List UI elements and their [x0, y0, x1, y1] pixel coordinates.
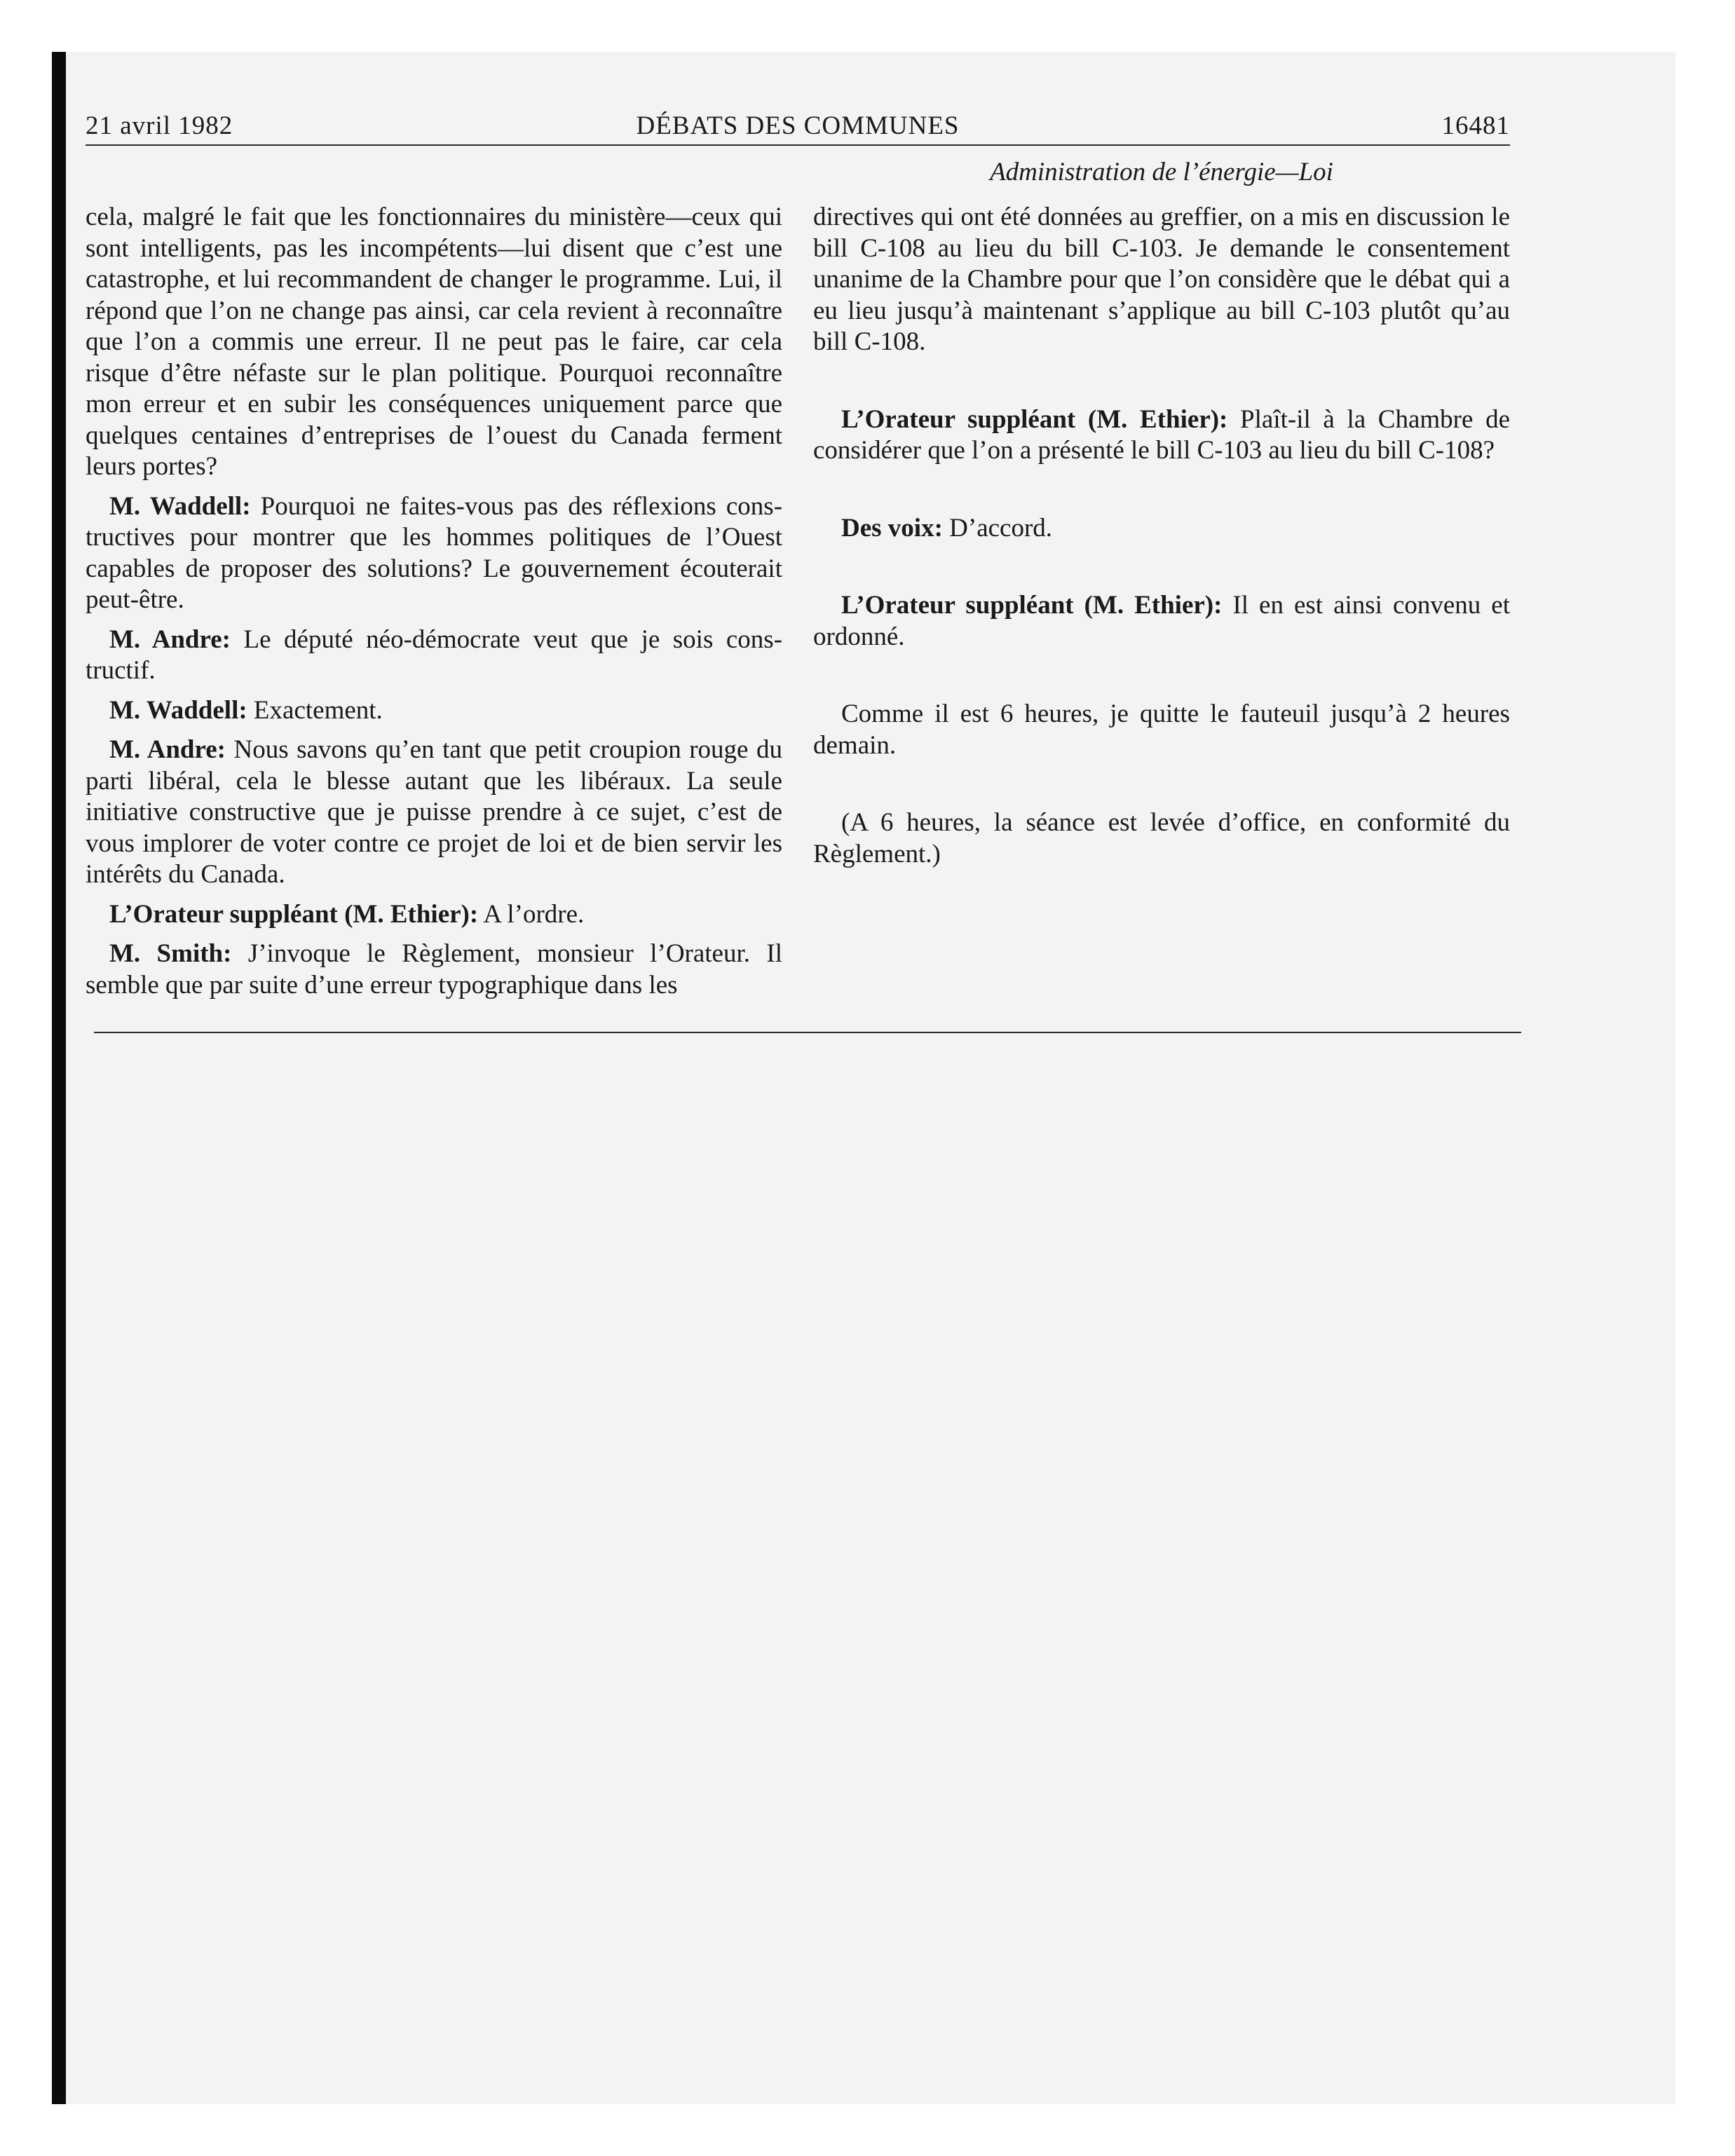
speech-paragraph [86, 695, 782, 727]
speaker-name: M. Waddell: [109, 695, 247, 725]
speech-paragraph [86, 491, 782, 616]
speaker-name: L’Orateur suppléant (M. Ethier): [841, 404, 1228, 434]
speaker-name: L’Orateur suppléant (M. Ethier): [109, 899, 479, 929]
speaker-name: M. Andre: [109, 625, 231, 654]
speech-paragraph [813, 404, 1510, 467]
right-column [813, 202, 1510, 870]
speech-text: Le député néo-démocrate veut que je sois constructif. [86, 625, 783, 685]
running-header [86, 109, 1510, 143]
paragraph: Comme il est 6 heures, je quitte le fauteuil jusqu’à 2 heures demain. [813, 700, 1510, 760]
speech-paragraph [813, 513, 1510, 545]
header-date: 21 avril 1982 [86, 111, 233, 140]
speech-text: Plaît-il à la Chambre de considérer que l’on a présenté le bill C-103 au lieu du bill C-108? [813, 404, 1510, 465]
speaker-name: M. Smith: [109, 939, 232, 968]
speech-text: A l’ordre. [478, 899, 585, 929]
speech-text: J’invoque le Règlement, monsieur l’Orateur. Il semble que par suite d’une erreur typographique dans les [86, 939, 782, 999]
speech-paragraph [86, 625, 782, 687]
speech-text: Exactement. [247, 695, 383, 725]
paragraph: directives qui ont été données au greffier, on a mis en discussion le bill C-108 au lieu du bill C-103. Je demande le consentement unanime de la Chambre pour que l’on considère que le débat qui a eu lieu jusqu’à maintenant s’applique au bill C-103 plutôt qu’au bill C-108. [813, 203, 1510, 356]
scan-edge [52, 52, 66, 2104]
bottom-rule [94, 1032, 1521, 1033]
speech-paragraph [86, 899, 782, 931]
paragraph: (A 6 heures, la séance est levée d’office, en conformité du Règlement.) [813, 808, 1510, 868]
speaker-name: Des voix: [841, 513, 943, 543]
speech-text: D’accord. [942, 513, 1053, 543]
speech-text: Pourquoi ne faites-vous pas des réflexions constructives pour montrer que les hommes politiques de l’Ouest capables de proposer des solutions? Le gouvernement écouterait peut-être. [86, 491, 783, 614]
page-number: 16481 [1441, 111, 1510, 140]
header-rule [86, 144, 1510, 146]
speech-text: Nous savons qu’en tant que petit croupion rouge du parti libéral, cela le blesse autant que les libéraux. La seule initiative constructive que je puisse prendre à ce sujet, c’est de vous implorer de voter contre ce projet de loi et de bien servir les intérêts du Canada. [86, 735, 782, 889]
speech-paragraph [86, 735, 782, 891]
speech-text: Il en est ainsi convenu et ordonné. [813, 591, 1510, 651]
header-title: DÉBATS DES COMMUNES [636, 111, 960, 140]
speaker-name: M. Waddell: [109, 491, 251, 521]
speech-paragraph [813, 590, 1510, 653]
speech-paragraph [86, 939, 782, 1001]
speaker-name: M. Andre: [109, 735, 226, 764]
speaker-name: L’Orateur suppléant (M. Ethier): [841, 591, 1223, 620]
paragraph: cela, malgré le fait que les fonctionnaires du ministère—ceux qui sont intelligents, pas les incompétents—lui disent que c’est une catastrophe, et lui recommandent de changer le programme. Lui, il répond que l’on ne change pas ainsi, car cela revient à reconnaître que l’on a commis une erreur. Il ne peut pas le faire, car cela risque d’être néfaste sur le plan politique. Pourquoi reconnaître mon erreur et en subir les conséquences uniquement parce que quelques centaines d’entreprises de l’ouest du Canada ferment leurs portes? [86, 203, 782, 481]
section-title: Administration de l’énergie—Loi [990, 158, 1333, 186]
left-column [86, 202, 782, 1001]
